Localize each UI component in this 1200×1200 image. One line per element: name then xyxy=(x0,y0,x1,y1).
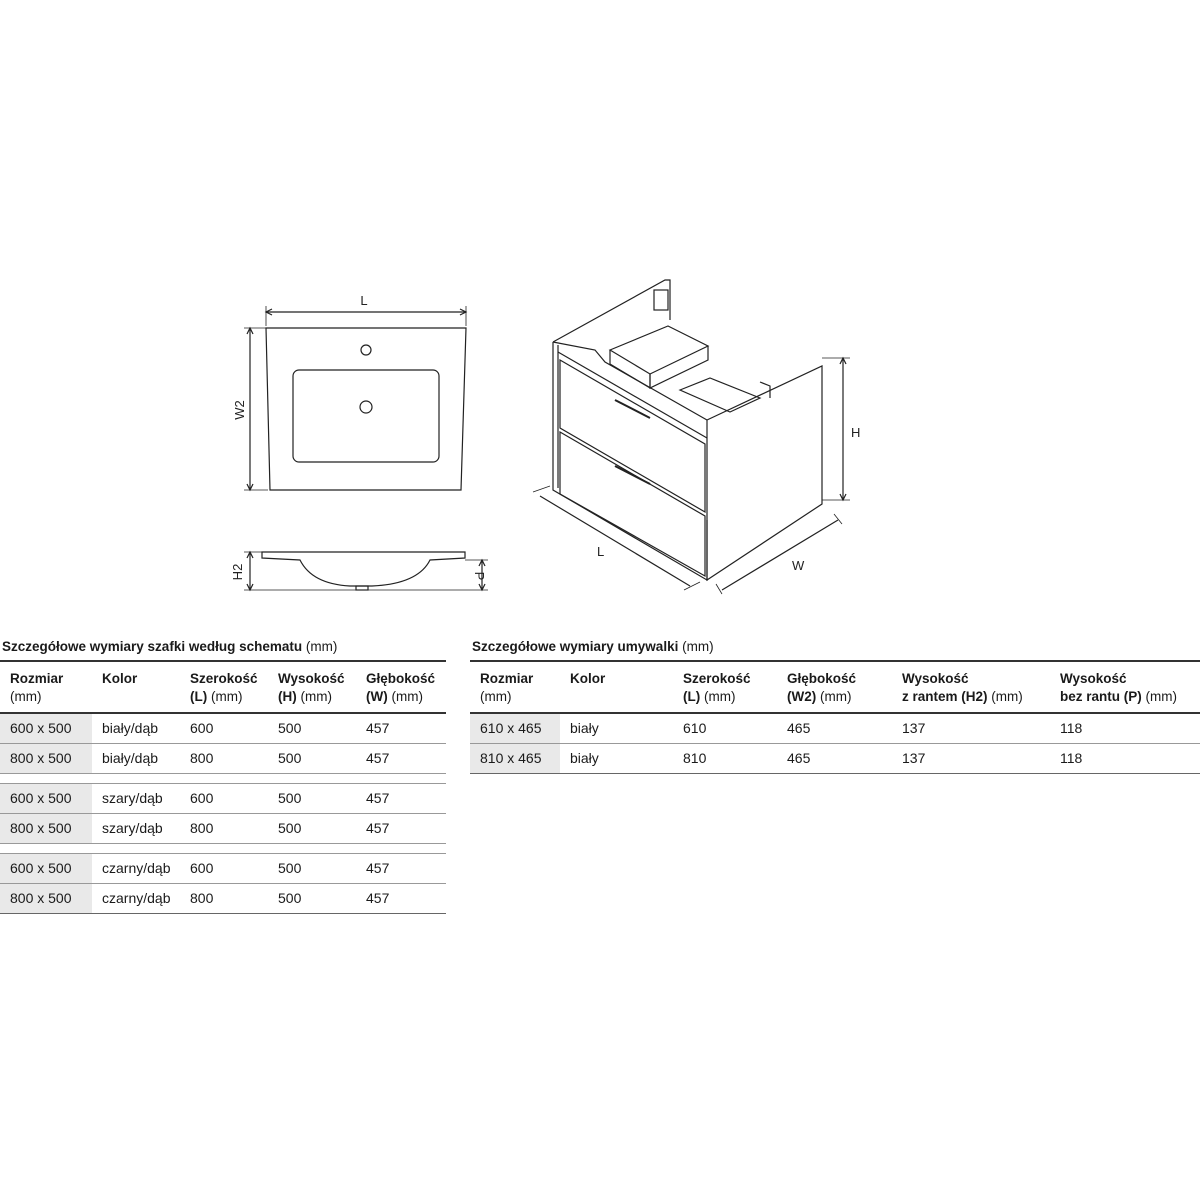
basin-title-unit: (mm) xyxy=(682,639,714,654)
cabinet-table-row xyxy=(0,713,446,743)
header-label: Szerokość xyxy=(190,671,258,686)
value-cell: szary/dąb xyxy=(92,813,180,843)
header-label: Rozmiar xyxy=(480,671,534,686)
basin-inner-height-label: P xyxy=(472,571,487,581)
value-cell: 610 xyxy=(673,713,777,743)
value-cell: 457 xyxy=(356,813,446,843)
value-cell: 600 xyxy=(180,783,268,813)
basin-width-label: L xyxy=(360,293,368,308)
header-label: Głębokość xyxy=(787,671,857,686)
cabinet-group-separator xyxy=(0,843,446,853)
header-symbol: (L) xyxy=(190,689,208,704)
value-cell: 500 xyxy=(268,883,356,913)
basin-dimensions-table xyxy=(470,660,1200,774)
cabinet-table-row xyxy=(0,853,446,883)
basin-table-row xyxy=(470,713,1200,743)
value-cell: 457 xyxy=(356,713,446,743)
size-cell: 600 x 500 xyxy=(0,853,92,883)
value-cell: 500 xyxy=(268,853,356,883)
cabinet-header-row xyxy=(0,661,446,713)
value-cell: 500 xyxy=(268,813,356,843)
header-unit: (mm) xyxy=(10,689,42,704)
cabinet-header-cell xyxy=(356,661,446,713)
separator-cell xyxy=(0,843,446,853)
cabinet-table-row xyxy=(0,783,446,813)
value-cell: 500 xyxy=(268,713,356,743)
value-cell: szary/dąb xyxy=(92,783,180,813)
basin-title-text: Szczegółowe wymiary umywalki xyxy=(472,639,679,654)
header-unit: (mm) xyxy=(704,689,736,704)
size-cell: 810 x 465 xyxy=(470,743,560,773)
value-cell: 137 xyxy=(892,713,1050,743)
size-cell: 610 x 465 xyxy=(470,713,560,743)
header-unit: (mm) xyxy=(991,689,1023,704)
header-unit: (mm) xyxy=(211,689,243,704)
size-cell: 600 x 500 xyxy=(0,783,92,813)
cabinet-title-text: Szczegółowe wymiary szafki według schematu xyxy=(2,639,303,654)
cabinet-table-row xyxy=(0,813,446,843)
cabinet-drawing xyxy=(533,280,850,594)
basin-header-cell xyxy=(1050,661,1200,713)
header-label: Kolor xyxy=(570,671,606,686)
header-unit: (mm) xyxy=(391,689,423,704)
header-symbol: (W2) xyxy=(787,689,817,704)
value-cell: biały/dąb xyxy=(92,743,180,773)
header-symbol: (H) xyxy=(278,689,297,704)
cabinet-table-title xyxy=(0,634,446,660)
separator-cell xyxy=(0,773,446,783)
header-label: Wysokość xyxy=(902,671,969,686)
basin-depth-label: W2 xyxy=(232,400,247,420)
basin-header-cell xyxy=(777,661,892,713)
value-cell: 457 xyxy=(356,883,446,913)
cabinet-table-row xyxy=(0,743,446,773)
value-cell: 500 xyxy=(268,783,356,813)
cabinet-dimensions-table xyxy=(0,660,446,914)
cabinet-table-row xyxy=(0,883,446,913)
cabinet-dimensions-section xyxy=(0,634,446,914)
cabinet-header-cell xyxy=(268,661,356,713)
cabinet-header-cell xyxy=(180,661,268,713)
header-unit: (mm) xyxy=(300,689,332,704)
header-unit: (mm) xyxy=(1145,689,1178,704)
value-cell: 118 xyxy=(1050,743,1200,773)
value-cell: 465 xyxy=(777,713,892,743)
size-cell: 600 x 500 xyxy=(0,713,92,743)
value-cell: 800 xyxy=(180,813,268,843)
header-label: Szerokość xyxy=(683,671,751,686)
basin-header-cell xyxy=(470,661,560,713)
cabinet-height-label: H xyxy=(851,425,861,440)
value-cell: biały/dąb xyxy=(92,713,180,743)
basin-header-row xyxy=(470,661,1200,713)
size-cell: 800 x 500 xyxy=(0,883,92,913)
value-cell: 137 xyxy=(892,743,1050,773)
value-cell: 800 xyxy=(180,883,268,913)
header-label: Wysokość xyxy=(1060,671,1127,686)
basin-table-row xyxy=(470,743,1200,773)
cabinet-header-cell xyxy=(0,661,92,713)
header-label: Kolor xyxy=(102,671,138,686)
basin-side-view xyxy=(244,552,488,590)
basin-header-cell xyxy=(673,661,777,713)
value-cell: 457 xyxy=(356,853,446,883)
header-unit: (mm) xyxy=(820,689,852,704)
header-label: Rozmiar xyxy=(10,671,64,686)
value-cell: czarny/dąb xyxy=(92,853,180,883)
basin-header-cell xyxy=(892,661,1050,713)
value-cell: 600 xyxy=(180,713,268,743)
value-cell: 457 xyxy=(356,743,446,773)
value-cell: 457 xyxy=(356,783,446,813)
value-cell: 810 xyxy=(673,743,777,773)
header-symbol: bez rantu (P) xyxy=(1060,689,1142,704)
size-cell: 800 x 500 xyxy=(0,813,92,843)
header-symbol: (W) xyxy=(366,689,388,704)
value-cell: biały xyxy=(560,743,673,773)
header-symbol: (L) xyxy=(683,689,701,704)
value-cell: 600 xyxy=(180,853,268,883)
cabinet-length-label: L xyxy=(597,544,605,559)
value-cell: 800 xyxy=(180,743,268,773)
value-cell: 465 xyxy=(777,743,892,773)
header-symbol: z rantem (H2) xyxy=(902,689,988,704)
header-unit: (mm) xyxy=(480,689,512,704)
basin-dimensions-section xyxy=(470,634,1200,774)
header-label: Wysokość xyxy=(278,671,345,686)
value-cell: 118 xyxy=(1050,713,1200,743)
cabinet-header-cell xyxy=(92,661,180,713)
value-cell: czarny/dąb xyxy=(92,883,180,913)
basin-top-view xyxy=(244,306,466,490)
cabinet-title-unit: (mm) xyxy=(305,639,338,654)
size-cell: 800 x 500 xyxy=(0,743,92,773)
cabinet-group-separator xyxy=(0,773,446,783)
value-cell: 500 xyxy=(268,743,356,773)
basin-header-cell xyxy=(560,661,673,713)
header-label: Głębokość xyxy=(366,671,436,686)
value-cell: biały xyxy=(560,713,673,743)
basin-height-label: H2 xyxy=(230,563,245,581)
cabinet-width-label: W xyxy=(792,558,805,573)
basin-table-title xyxy=(470,634,1200,660)
